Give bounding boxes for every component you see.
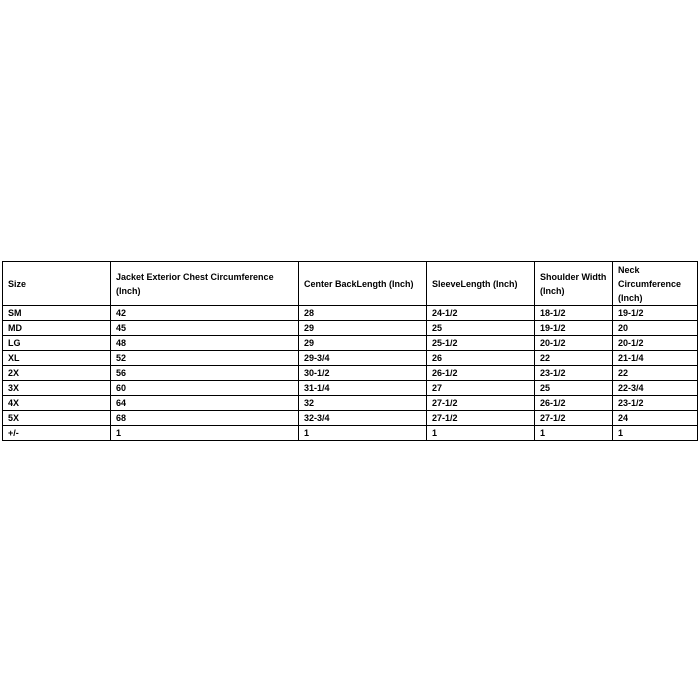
cell-chest: 42 — [111, 306, 299, 321]
cell-neck: 22-3/4 — [613, 381, 698, 396]
cell-chest: 48 — [111, 336, 299, 351]
cell-neck: 23-1/2 — [613, 396, 698, 411]
cell-neck: 20-1/2 — [613, 336, 698, 351]
cell-neck: 1 — [613, 426, 698, 441]
cell-neck: 22 — [613, 366, 698, 381]
table-row — [3, 306, 698, 321]
cell-sleeve-length: 27 — [427, 381, 535, 396]
table-row — [3, 396, 698, 411]
cell-chest: 68 — [111, 411, 299, 426]
cell-sleeve-length: 26 — [427, 351, 535, 366]
cell-shoulder-width: 25 — [535, 381, 613, 396]
cell-sleeve-length: 25-1/2 — [427, 336, 535, 351]
cell-neck: 20 — [613, 321, 698, 336]
table-row — [3, 411, 698, 426]
header-neck-circumference: Neck Circumference (Inch) — [613, 262, 698, 306]
cell-back-length: 31-1/4 — [299, 381, 427, 396]
cell-chest: 64 — [111, 396, 299, 411]
table-header-row — [3, 262, 698, 306]
header-sleeve-length: SleeveLength (Inch) — [427, 262, 535, 306]
cell-shoulder-width: 23-1/2 — [535, 366, 613, 381]
cell-size: MD — [3, 321, 111, 336]
cell-size: XL — [3, 351, 111, 366]
size-chart — [2, 261, 697, 441]
table-row — [3, 351, 698, 366]
table-row — [3, 321, 698, 336]
cell-back-length: 29-3/4 — [299, 351, 427, 366]
cell-shoulder-width: 19-1/2 — [535, 321, 613, 336]
cell-neck: 19-1/2 — [613, 306, 698, 321]
cell-chest: 60 — [111, 381, 299, 396]
cell-back-length: 29 — [299, 336, 427, 351]
cell-chest: 52 — [111, 351, 299, 366]
header-chest-circumference: Jacket Exterior Chest Circumference (Inch) — [111, 262, 299, 306]
cell-chest: 1 — [111, 426, 299, 441]
cell-chest: 45 — [111, 321, 299, 336]
table-row — [3, 336, 698, 351]
cell-back-length: 32 — [299, 396, 427, 411]
cell-size: 4X — [3, 396, 111, 411]
cell-back-length: 29 — [299, 321, 427, 336]
cell-size: SM — [3, 306, 111, 321]
cell-sleeve-length: 24-1/2 — [427, 306, 535, 321]
cell-back-length: 30-1/2 — [299, 366, 427, 381]
cell-neck: 21-1/4 — [613, 351, 698, 366]
cell-size: 2X — [3, 366, 111, 381]
header-center-back-length: Center BackLength (Inch) — [299, 262, 427, 306]
size-chart-table — [2, 261, 698, 441]
table-row — [3, 381, 698, 396]
cell-size: 5X — [3, 411, 111, 426]
cell-shoulder-width: 20-1/2 — [535, 336, 613, 351]
cell-back-length: 32-3/4 — [299, 411, 427, 426]
cell-size: +/- — [3, 426, 111, 441]
header-shoulder-width: Shoulder Width (Inch) — [535, 262, 613, 306]
cell-back-length: 1 — [299, 426, 427, 441]
cell-size: 3X — [3, 381, 111, 396]
cell-sleeve-length: 1 — [427, 426, 535, 441]
cell-shoulder-width: 1 — [535, 426, 613, 441]
cell-size: LG — [3, 336, 111, 351]
table-row — [3, 366, 698, 381]
cell-shoulder-width: 18-1/2 — [535, 306, 613, 321]
cell-neck: 24 — [613, 411, 698, 426]
cell-sleeve-length: 25 — [427, 321, 535, 336]
cell-chest: 56 — [111, 366, 299, 381]
cell-sleeve-length: 26-1/2 — [427, 366, 535, 381]
cell-shoulder-width: 26-1/2 — [535, 396, 613, 411]
cell-sleeve-length: 27-1/2 — [427, 396, 535, 411]
cell-shoulder-width: 22 — [535, 351, 613, 366]
header-size: Size — [3, 262, 111, 306]
table-row — [3, 426, 698, 441]
cell-back-length: 28 — [299, 306, 427, 321]
cell-shoulder-width: 27-1/2 — [535, 411, 613, 426]
cell-sleeve-length: 27-1/2 — [427, 411, 535, 426]
